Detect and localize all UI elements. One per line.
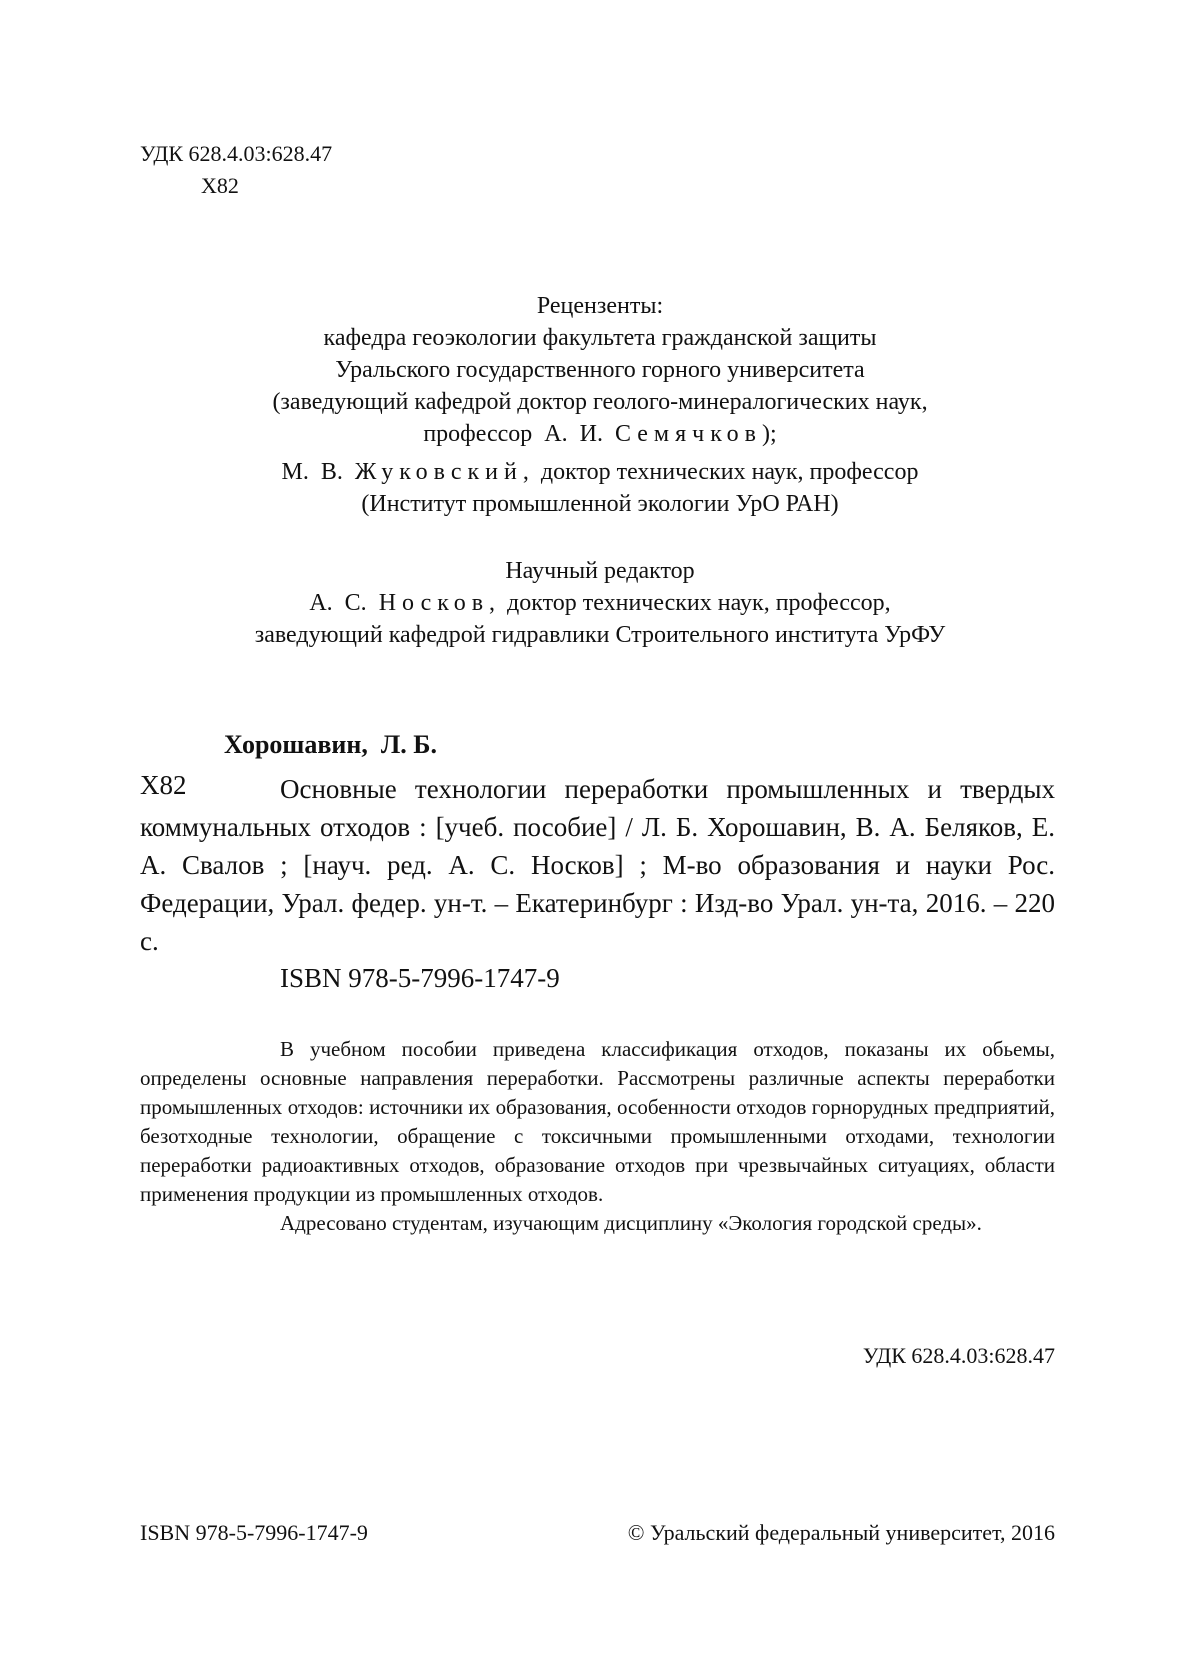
udk-bottom: УДК 628.4.03:628.47	[862, 1343, 1055, 1368]
reviewer-line: кафедра геоэкологии факультета гражданской защиты	[323, 325, 877, 351]
editor-initials: А. С.	[309, 590, 379, 616]
abstract	[140, 1035, 1055, 1238]
reviewer-name: Семячков	[614, 421, 762, 447]
reviewer-line	[0, 456, 1200, 488]
reviewer-initials: М. В.	[281, 459, 355, 485]
footer-isbn: ISBN 978-5-7996-1747-9	[140, 1520, 368, 1545]
bibliographic-description: Основные технологии переработки промышленных и твердых коммунальных отходов : [учеб. пособие] / Л. Б. Хорошавин, В. А. Беляков, Е. А. Свалов ; [науч. ред. А. С. Носков] ; М-во образования и науки Рос. Федерации, Урал. федер. ун-т. – Екатеринбург : Изд-во Урал. ун-та, 2016. – 220 с.	[140, 774, 1055, 956]
reviewer-line	[0, 418, 1200, 450]
record-index: Х82	[140, 770, 187, 800]
editor-title: Научный редактор	[505, 558, 695, 584]
reviewer-suffix: , доктор технических наук, профессор	[522, 459, 919, 485]
editor-name: Носков	[378, 590, 490, 616]
reviewer-name: Жуковский	[354, 459, 523, 485]
reviewer-line: (Институт промышленной экологии УрО РАН)	[361, 491, 839, 517]
udk-code: УДК 628.4.03:628.47	[140, 141, 333, 166]
abstract-paragraph: В учебном пособии приведена классификация отходов, показаны их обьемы, определены основные направления переработки. Рассмотрены различные аспекты переработки промышленных отходов: источники их образования, особенности отходов горнорудных предприятий, безотходные технологии, обращение с токсичными промышленными отходами, технологии переработки радиоактивных отходов, образование отходов при чрезвычайных ситуациях, области применения продукции из промышленных отходов.	[140, 1037, 1055, 1206]
reviewers-title: Рецензенты:	[536, 293, 664, 319]
reviewer-suffix: );	[761, 421, 777, 447]
author-code: Х82	[201, 173, 239, 198]
editor-block	[0, 555, 1200, 651]
udk-header	[140, 138, 332, 202]
reviewer-line: (заведующий кафедрой доктор геолого-минералогических наук,	[272, 389, 928, 415]
abstract-paragraph: Адресовано студентам, изучающим дисциплину «Экология городской среды».	[280, 1211, 982, 1235]
reviewer-prefix: профессор А. И.	[423, 421, 615, 447]
editor-line	[0, 587, 1200, 619]
reviewers-block	[0, 290, 1200, 520]
record-author: Хорошавин, Л. Б.	[224, 730, 437, 759]
copyright: © Уральский федеральный университет, 2016	[627, 1520, 1055, 1545]
editor-line: заведующий кафедрой гидравлики Строительного института УрФУ	[254, 622, 946, 648]
reviewer-line: Уральского государственного горного университета	[335, 357, 865, 383]
record-isbn: ISBN 978-5-7996-1747-9	[280, 963, 560, 993]
editor-suffix: , доктор технических наук, профессор,	[489, 590, 891, 616]
